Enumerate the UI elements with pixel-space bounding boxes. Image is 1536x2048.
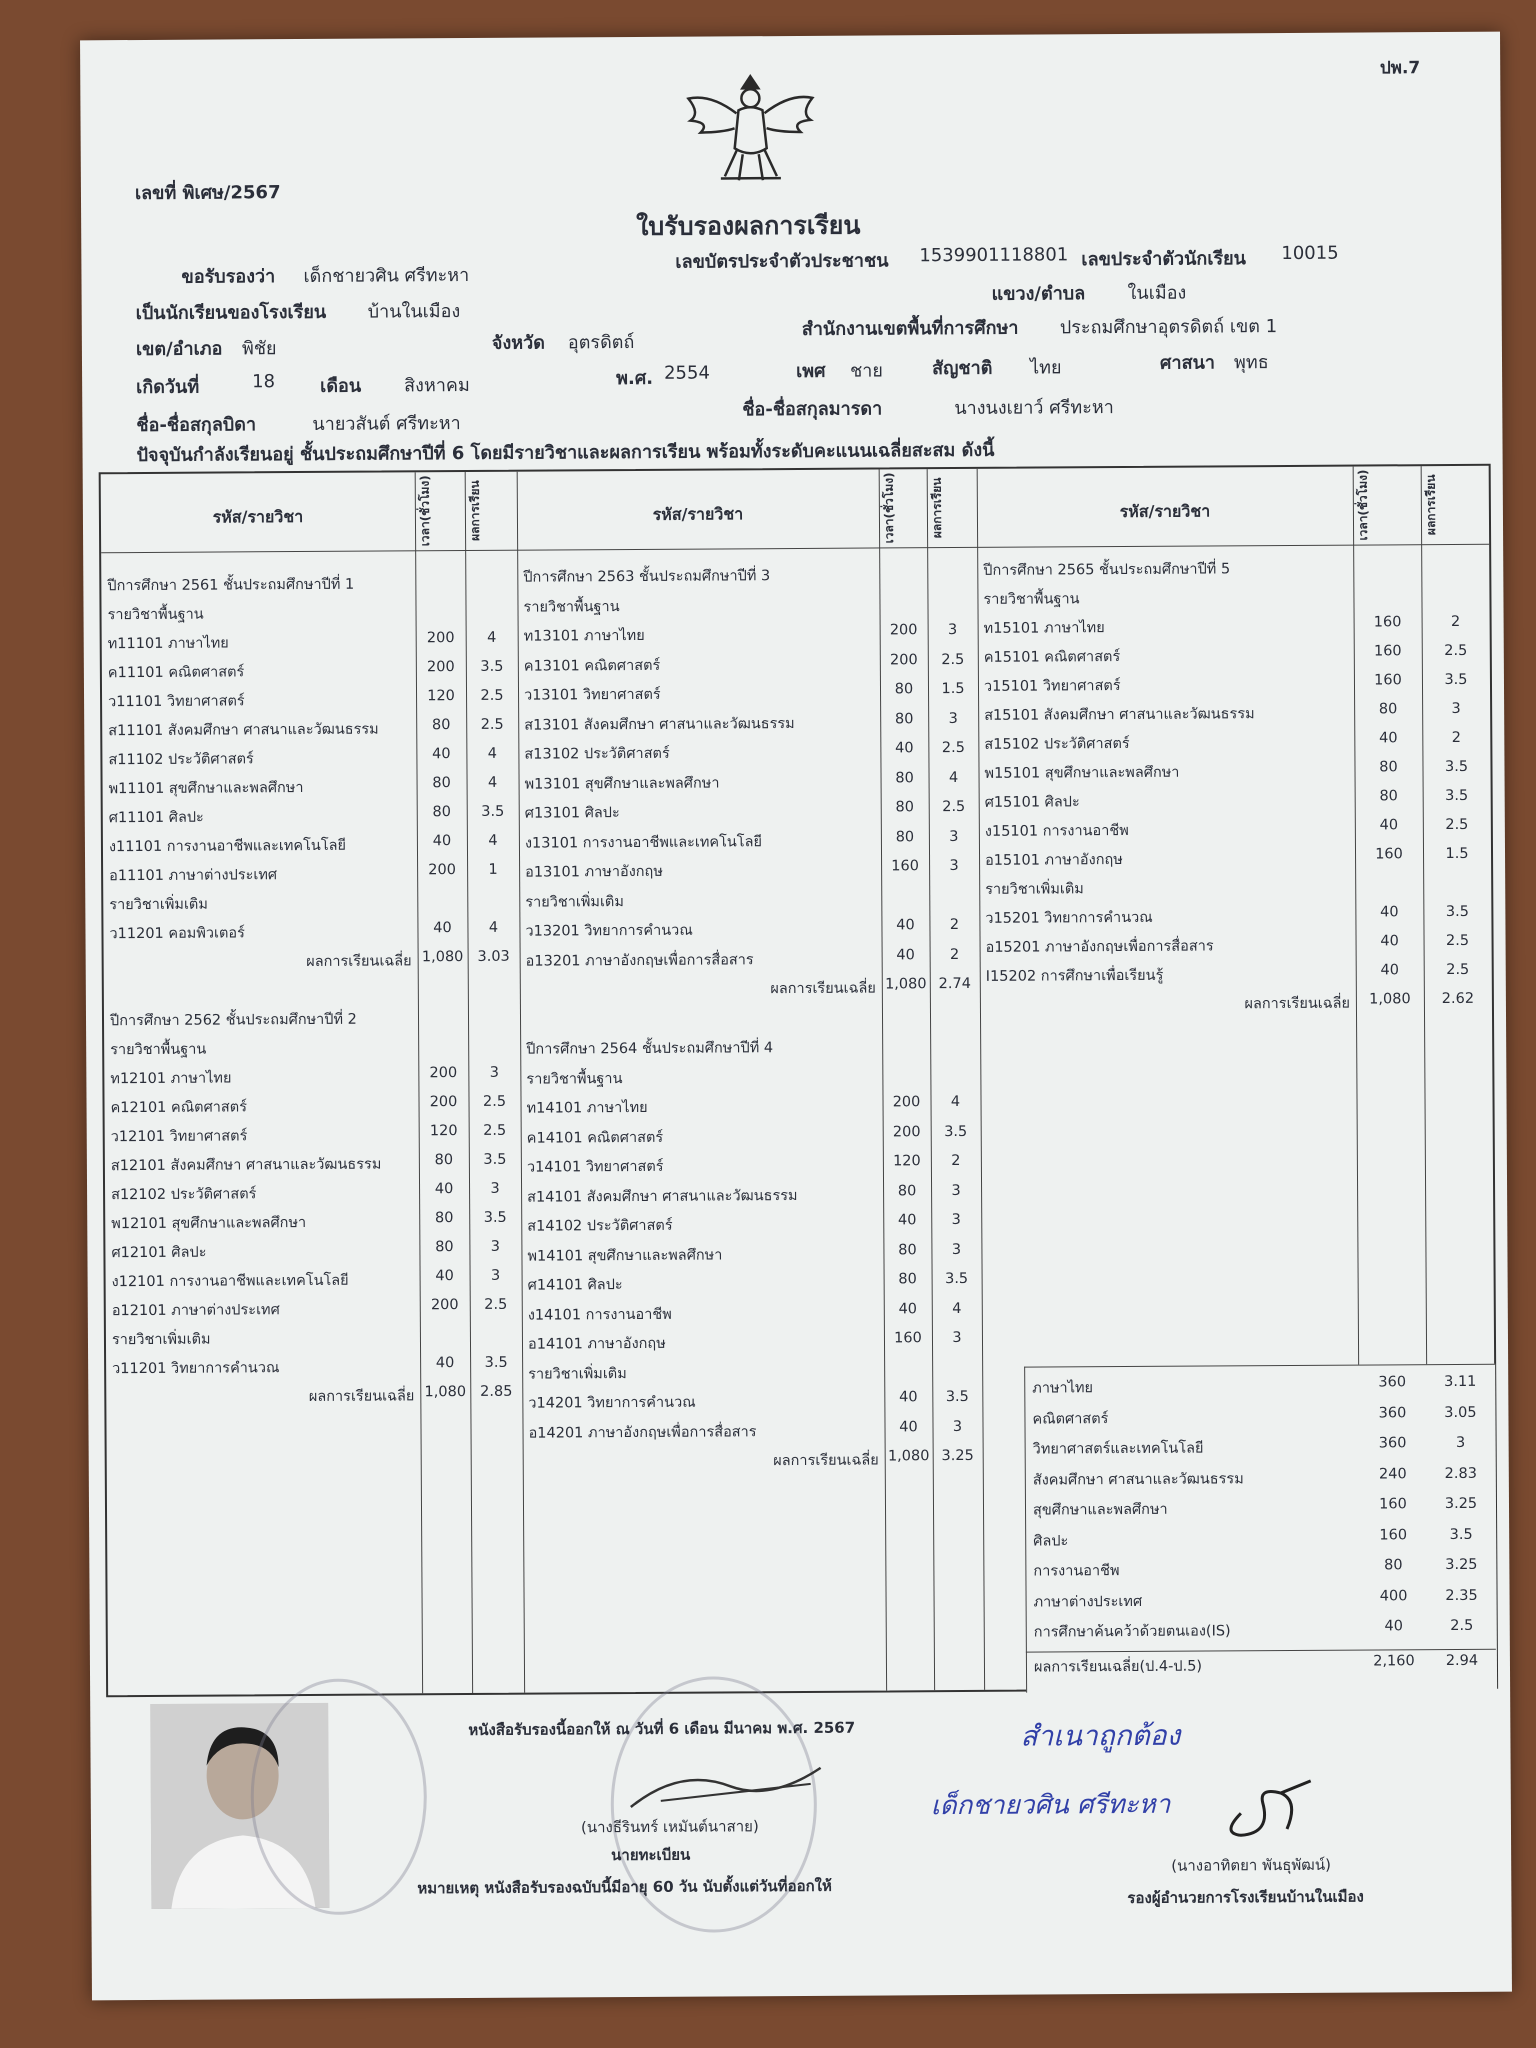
grade-cell: 3 — [949, 828, 959, 845]
hours-cell: 40 — [1380, 904, 1399, 921]
header-subject-3: รหัส/รายวิชา — [1119, 501, 1211, 522]
grade-cell: 3 — [948, 710, 958, 727]
province-value: อุตรดิตถ์ — [567, 331, 635, 354]
birth-month-value: สิงหาคม — [404, 374, 470, 397]
summary-grade: 3.5 — [1449, 1526, 1473, 1543]
subject-row: ว13201 วิทยาการคำนวณ — [525, 922, 693, 940]
subject-row: ปีการศึกษา 2561 ชั้นประถมศึกษาปีที่ 1 — [107, 576, 355, 595]
subject-row: ปีการศึกษา 2565 ชั้นประถมศึกษาปีที่ 5 — [983, 561, 1231, 579]
hours-cell: 120 — [892, 1153, 921, 1170]
subject-row: รายวิชาพื้นฐาน — [983, 591, 1080, 608]
grade-cell: 2.5 — [1445, 816, 1469, 834]
subject-row: ส14102 ประวัติศาสตร์ — [527, 1217, 673, 1235]
subject-row: ว11201 คอมพิวเตอร์ — [109, 925, 245, 943]
subject-row: ท13101 ภาษาไทย — [523, 627, 645, 645]
grade-cell: 3 — [951, 1241, 962, 1258]
subject-row: พ12101 สุขศึกษาและพลศึกษา — [111, 1214, 307, 1233]
subject-row: ว11201 วิทยาการคำนวณ — [112, 1360, 280, 1378]
district-label: เขต/อำเภอ — [135, 338, 223, 361]
summary-grade: 2.5 — [1450, 1617, 1474, 1635]
subject-row: ว12101 วิทยาศาสตร์ — [110, 1128, 248, 1146]
hours-cell: 80 — [1379, 759, 1398, 776]
summary-subject: คณิตศาสตร์ — [1032, 1410, 1109, 1428]
grade-cell: 2.5 — [941, 651, 965, 668]
hours-cell: 200 — [429, 1094, 458, 1111]
subject-row: ว14101 วิทยาศาสตร์ — [526, 1158, 664, 1176]
subject-row: ศ14101 ศิลปะ — [527, 1277, 623, 1294]
grade-cell: 3 — [489, 1064, 499, 1081]
birth-year-label: พ.ศ. — [616, 367, 654, 390]
deputy-name: (นางอาทิตยา พันธุพัฒน์) — [1171, 1855, 1331, 1875]
summary-subject: สุขศึกษาและพลศึกษา — [1032, 1501, 1168, 1519]
subject-row: ส12101 สังคมศึกษา ศาสนาและวัฒนธรรม — [110, 1156, 382, 1175]
subject-row: อ12101 ภาษาต่างประเทศ — [111, 1302, 280, 1320]
hours-cell: 200 — [889, 622, 918, 639]
hours-cell: 160 — [1375, 846, 1403, 863]
form-code: ปพ.7 — [1379, 58, 1421, 79]
hours-cell: 1,080 — [421, 949, 464, 966]
hours-cell: 160 — [891, 858, 919, 875]
grade-cell: 3.5 — [1445, 787, 1469, 805]
hours-cell: 160 — [1373, 614, 1402, 631]
summary-subject: ศิลปะ — [1033, 1532, 1069, 1550]
grade-cell: 4 — [487, 745, 498, 762]
grade-cell: 3 — [952, 1418, 963, 1435]
average-label: ผลการเรียนเฉลี่ย — [308, 1388, 415, 1405]
subject-row: ง12101 การงานอาชีพและเทคโนโลยี — [111, 1272, 349, 1291]
deputy-title: รองผู้อำนวยการโรงเรียนบ้านในเมือง — [1127, 1887, 1364, 1907]
subject-row: ง15101 การงานอาชีพ — [984, 822, 1129, 840]
subject-row: ศ11101 ศิลปะ — [108, 809, 204, 827]
grade-cell: 2.5 — [1445, 932, 1470, 950]
subject-row: I15202 การศึกษาเพื่อเรียนรู้ — [985, 967, 1164, 985]
grade-cell: 3 — [947, 622, 958, 639]
province-label: จังหวัด — [491, 332, 545, 354]
subject-row: ท14101 ภาษาไทย — [526, 1099, 648, 1117]
summary-hours: 80 — [1384, 1557, 1403, 1574]
mother-label: ชื่อ-ชื่อสกุลมารดา — [742, 398, 883, 421]
hours-cell: 80 — [431, 717, 451, 734]
subject-row: รายวิชาเพิ่มเติม — [525, 893, 624, 911]
subject-row: รายวิชาเพิ่มเติม — [111, 1331, 211, 1349]
hours-cell: 40 — [896, 946, 915, 963]
grade-cell: 3 — [490, 1180, 500, 1197]
subject-row: ค12101 คณิตศาสตร์ — [110, 1099, 248, 1117]
handwritten-student-name: เด็กชายวศิน ศรีทะหา — [930, 1789, 1171, 1822]
subdistrict-label: แขวง/ตำบล — [991, 283, 1086, 305]
summary-grade: 2.35 — [1445, 1587, 1478, 1604]
grade-cell: 1 — [488, 861, 498, 878]
student-name: เด็กชายวศิน ศรีทะหา — [303, 264, 470, 287]
subject-row: รายวิชาเพิ่มเติม — [985, 881, 1084, 898]
subject-row: ค11101 คณิตศาสตร์ — [107, 664, 245, 682]
summary-subject: วิทยาศาสตร์และเทคโนโลยี — [1032, 1440, 1204, 1458]
header-hours-3: เวลา(ชั่วโมง) — [1355, 469, 1371, 541]
subject-row: รายวิชาพื้นฐาน — [107, 606, 204, 624]
hours-cell: 200 — [892, 1123, 921, 1140]
subject-row: ส13101 สังคมศึกษา ศาสนาและวัฒนธรรม — [524, 715, 795, 734]
hours-cell: 200 — [429, 1065, 458, 1082]
doc-number: เลขที่ พิเศษ/2567 — [134, 182, 281, 205]
subject-row: พ15101 สุขศึกษาและพลศึกษา — [984, 764, 1180, 782]
hours-cell: 40 — [1379, 730, 1398, 747]
summary-total-label: ผลการเรียนเฉลี่ย(ป.4-ป.5) — [1033, 1658, 1203, 1676]
subject-row: อ15201 ภาษาอังกฤษเพื่อการสื่อสาร — [985, 938, 1214, 956]
grade-cell: 2 — [951, 1152, 961, 1170]
hours-cell: 1,080 — [424, 1384, 467, 1401]
certify-label: ขอรับรองว่า — [181, 266, 276, 288]
birth-year-value: 2554 — [664, 362, 710, 384]
grade-cell: 4 — [487, 774, 498, 791]
registrar-name: (นางธีรินทร์ เหมันต์นาสาย) — [580, 1817, 759, 1837]
grade-cell: 2.5 — [941, 739, 965, 757]
subject-row: ค15101 คณิตศาสตร์ — [983, 649, 1121, 666]
subject-row: อ14201 ภาษาอังกฤษเพื่อการสื่อสาร — [528, 1423, 757, 1442]
header-grade-2: ผลการเรียน — [929, 477, 945, 539]
grade-cell: 3 — [490, 1267, 501, 1284]
father-value: นายวสันต์ ศรีทะหา — [312, 413, 461, 435]
hours-cell: 80 — [898, 1241, 917, 1258]
subject-row: ท12101 ภาษาไทย — [110, 1070, 232, 1088]
office-value: ประถมศึกษาอุตรดิตถ์ เขต 1 — [1059, 316, 1278, 339]
grade-cell: 3 — [951, 1211, 961, 1229]
header-subject-1: รหัส/รายวิชา — [212, 507, 304, 527]
header-hours-1: เวลา(ชั่วโมง) — [417, 475, 433, 547]
subject-row: รายวิชาพื้นฐาน — [526, 1070, 623, 1088]
average-label: ผลการเรียนเฉลี่ย — [1244, 995, 1350, 1013]
hours-cell: 40 — [432, 746, 451, 763]
subject-row: ง13101 การงานอาชีพและเทคโนโลยี — [524, 833, 762, 852]
document-title: ใบรับรองผลการเรียน — [636, 210, 861, 241]
hours-cell: 40 — [435, 1355, 455, 1372]
grade-cell: 2 — [949, 917, 960, 934]
hours-cell: 40 — [1379, 817, 1399, 834]
summary-hours: 160 — [1379, 1496, 1407, 1513]
subject-row: อ13101 ภาษาอังกฤษ — [525, 863, 663, 881]
hours-cell: 80 — [894, 681, 914, 698]
grade-cell: 4 — [948, 769, 959, 786]
hours-cell: 80 — [435, 1239, 454, 1256]
grade-cell: 3 — [1451, 700, 1461, 717]
grade-cell: 3 — [490, 1238, 501, 1255]
grade-cell: 3.5 — [945, 1388, 969, 1406]
grade-cell: 2.5 — [484, 1296, 508, 1313]
grade-cell: 2 — [1451, 729, 1461, 746]
summary-hours: 240 — [1378, 1465, 1407, 1482]
grade-cell: 2 — [1450, 613, 1461, 630]
grade-cell: 2 — [949, 946, 960, 963]
summary-grade: 3.11 — [1444, 1373, 1477, 1391]
hours-cell: 1,080 — [884, 976, 927, 993]
subject-row: ส14101 สังคมศึกษา ศาสนาและวัฒนธรรม — [527, 1187, 798, 1206]
grade-cell: 3.5 — [944, 1123, 968, 1140]
subject-row: อ15101 ภาษาอังกฤษ — [985, 852, 1123, 869]
summary-hours: 360 — [1378, 1404, 1407, 1421]
hours-cell: 160 — [1373, 643, 1402, 660]
grades-table — [99, 464, 1498, 1697]
student-id-label: เลขประจำตัวนักเรียน — [1081, 248, 1247, 271]
subject-row: ง14101 การงานอาชีพ — [527, 1306, 672, 1324]
hours-cell: 40 — [1380, 933, 1399, 950]
grade-cell: 4 — [488, 919, 499, 936]
subject-row: พ13101 สุขศึกษาและพลศึกษา — [524, 774, 720, 793]
grade-cell: 3.25 — [941, 1447, 974, 1465]
header-subject-2: รหัส/รายวิชา — [652, 504, 744, 524]
subject-row: ว15201 วิทยาการคำนวณ — [985, 909, 1153, 927]
hours-cell: 40 — [895, 740, 914, 757]
summary-grade: 3.05 — [1444, 1404, 1477, 1421]
grade-cell: 1.5 — [1445, 845, 1469, 863]
average-label: ผลการเรียนเฉลี่ย — [770, 980, 876, 998]
grade-cell: 2.5 — [480, 687, 504, 704]
signature-deputy — [1211, 1773, 1321, 1844]
summary-subject: ภาษาต่างประเทศ — [1033, 1593, 1143, 1611]
hours-cell: 40 — [433, 920, 452, 937]
district-value: พิชัย — [241, 338, 277, 360]
birth-day-value: 18 — [252, 371, 276, 393]
hours-cell: 160 — [894, 1330, 922, 1347]
average-label: ผลการเรียนเฉลี่ย — [773, 1452, 879, 1470]
hours-cell: 80 — [897, 1182, 917, 1199]
registrar-title: นายทะเบียน — [611, 1845, 691, 1865]
hours-cell: 200 — [430, 1297, 459, 1314]
summary-grade: 2.83 — [1444, 1465, 1477, 1482]
summary-grade: 3 — [1455, 1434, 1466, 1451]
issued-date: หนังสือรับรองนี้ออกให้ ณ วันที่ 6 เดือน มีนาคม พ.ศ. 2567 — [468, 1718, 856, 1740]
header-hours-2: เวลา(ชั่วโมง) — [881, 472, 897, 544]
subject-row: รายวิชาเพิ่มเติม — [528, 1365, 627, 1383]
grade-cell: 3.5 — [1444, 758, 1469, 776]
subject-row: ว11101 วิทยาศาสตร์ — [108, 693, 245, 711]
grade-cell: 3.5 — [483, 1151, 507, 1168]
subject-row: ปีการศึกษา 2562 ชั้นประถมศึกษาปีที่ 2 — [109, 1011, 357, 1030]
summary-grade: 3.25 — [1444, 1495, 1478, 1513]
subject-row: รายวิชาพื้นฐาน — [523, 598, 620, 616]
certificate-paper — [80, 32, 1512, 2001]
grade-cell: 2.5 — [483, 1122, 507, 1139]
handwritten-certified-copy: สำเนาถูกต้อง — [1020, 1718, 1181, 1753]
hours-cell: 40 — [897, 1212, 917, 1229]
birth-month-label: เดือน — [320, 375, 362, 397]
subject-row: ศ13101 ศิลปะ — [524, 805, 620, 822]
hours-cell: 80 — [895, 828, 915, 845]
grade-cell: 3.5 — [481, 803, 505, 820]
header-grade-1: ผลการเรียน — [467, 480, 483, 542]
subject-row: ค14101 คณิตศาสตร์ — [526, 1129, 664, 1147]
grade-cell: 2.5 — [942, 798, 966, 816]
grade-cell: 1.5 — [941, 680, 965, 698]
subject-row: ส11101 สังคมศึกษา ศาสนาและวัฒนธรรม — [108, 721, 379, 740]
office-label: สำนักงานเขตพื้นที่การศึกษา — [801, 317, 1019, 340]
summary-subject: ภาษาไทย — [1032, 1380, 1094, 1397]
validity-note: หมายเหตุ หนังสือรับรองฉบับนี้มีอายุ 60 วัน นับตั้งแต่วันที่ออกให้ — [417, 1876, 832, 1898]
hours-cell: 40 — [896, 917, 915, 934]
subject-row: รายวิชาพื้นฐาน — [110, 1041, 207, 1059]
hours-cell: 120 — [429, 1123, 458, 1140]
subject-row: พ11101 สุขศึกษาและพลศึกษา — [108, 780, 304, 798]
subject-row: ส12102 ประวัติศาสตร์ — [111, 1186, 257, 1204]
grade-cell: 4 — [952, 1300, 962, 1317]
hours-cell: 200 — [892, 1094, 921, 1111]
hours-cell: 120 — [427, 688, 455, 705]
hours-cell: 80 — [898, 1271, 917, 1288]
sex-value: ชาย — [849, 360, 884, 382]
hours-cell: 80 — [1379, 788, 1398, 805]
subject-row: ค13101 คณิตศาสตร์ — [523, 657, 661, 675]
subject-row: ง11101 การงานอาชีพและเทคโนโลยี — [108, 837, 347, 856]
hours-cell: 40 — [898, 1300, 918, 1317]
subject-row: พ14101 สุขศึกษาและพลศึกษา — [527, 1246, 723, 1265]
grade-cell: 2.5 — [1446, 961, 1470, 979]
hours-cell: 40 — [435, 1268, 454, 1285]
hours-cell: 80 — [894, 710, 914, 727]
birth-day-label: เกิดวันที่ — [136, 376, 200, 399]
hours-cell: 80 — [432, 775, 451, 792]
grade-cell: 3.5 — [1444, 671, 1468, 689]
summary-total-hours: 2,160 — [1373, 1652, 1415, 1669]
subject-row: ส15102 ประวัติศาสตร์ — [984, 735, 1130, 753]
header-grade-3: ผลการเรียน — [1423, 474, 1439, 536]
hours-cell: 40 — [432, 833, 452, 850]
grade-cell: 4 — [488, 832, 498, 849]
subject-row: อ13201 ภาษาอังกฤษเพื่อการสื่อสาร — [525, 951, 754, 970]
hours-cell: 1,080 — [1369, 991, 1411, 1008]
subject-row: ปีการศึกษา 2564 ชั้นประถมศึกษาปีที่ 4 — [526, 1040, 774, 1058]
subject-row: อ14101 ภาษาอังกฤษ — [527, 1335, 666, 1353]
subject-row: ท15101 ภาษาไทย — [983, 620, 1105, 637]
hours-cell: 1,080 — [887, 1448, 930, 1465]
subject-row: ศ12101 ศิลปะ — [111, 1244, 207, 1262]
current-status: ปัจจุบันกำลังเรียนอยู่ ชั้นประถมศึกษาปีที่ 6 โดยมีรายวิชาและผลการเรียน พร้อมทั้งระดับคะแนนเฉลี่ยสะสม ดังนี้ — [136, 439, 995, 467]
average-label: ผลการเรียนเฉลี่ย — [306, 953, 412, 970]
subject-row: รายวิชาเพิ่มเติม — [109, 896, 208, 914]
hours-cell: 40 — [899, 1418, 918, 1435]
summary-hours: 400 — [1379, 1587, 1408, 1604]
hours-cell: 40 — [434, 1181, 454, 1198]
hours-cell: 80 — [434, 1152, 454, 1169]
hours-cell: 80 — [895, 799, 914, 816]
summary-hours: 160 — [1379, 1526, 1408, 1543]
grade-cell: 3.5 — [483, 1209, 507, 1226]
hours-cell: 200 — [889, 651, 918, 668]
hours-cell: 40 — [1380, 962, 1399, 979]
grade-cell: 2.5 — [482, 1093, 507, 1110]
school-label: เป็นนักเรียนของโรงเรียน — [135, 301, 327, 325]
hours-cell: 80 — [895, 769, 914, 786]
hours-cell: 200 — [428, 862, 456, 879]
id-card-value: 1539901118801 — [919, 244, 1069, 267]
summary-hours: 360 — [1378, 1435, 1407, 1452]
hours-cell: 80 — [432, 804, 452, 821]
religion-label: ศาสนา — [1159, 352, 1216, 374]
subject-row: ส13102 ประวัติศาสตร์ — [524, 745, 670, 763]
signature-registrar — [621, 1756, 841, 1817]
hours-cell: 40 — [899, 1389, 918, 1406]
grade-cell: 2.5 — [480, 716, 504, 733]
subject-row: ท11101 ภาษาไทย — [107, 635, 229, 653]
subdistrict-value: ในเมือง — [1127, 282, 1187, 304]
grade-cell: 3.5 — [480, 658, 504, 675]
grade-cell: 3 — [951, 1182, 961, 1199]
nationality-value: ไทย — [1029, 357, 1062, 379]
hours-cell: 160 — [1374, 672, 1402, 689]
religion-value: พุทธ — [1233, 352, 1269, 374]
nationality-label: สัญชาติ — [931, 357, 993, 380]
mother-value: นางนงเยาว์ ศรีทะหา — [954, 397, 1114, 420]
summary-total-grade: 2.94 — [1445, 1652, 1479, 1669]
hours-cell: 200 — [426, 659, 455, 676]
subject-row: อ11101 ภาษาต่างประเทศ — [109, 867, 278, 885]
grade-cell: 4 — [487, 629, 497, 646]
hours-cell: 200 — [426, 630, 455, 647]
id-card-label: เลขบัตรประจำตัวประชาชน — [675, 250, 889, 273]
grade-cell: 3.5 — [1445, 903, 1469, 921]
subject-row: ว13101 วิทยาศาสตร์ — [523, 686, 661, 704]
summary-subject: สังคมศึกษา ศาสนาและวัฒนธรรม — [1032, 1470, 1244, 1489]
student-id-value: 10015 — [1281, 242, 1339, 265]
summary-grade: 3.25 — [1445, 1556, 1478, 1574]
subject-row: ส15101 สังคมศึกษา ศาสนาและวัฒนธรรม — [984, 706, 1255, 724]
garuda-emblem-icon — [680, 58, 821, 189]
summary-hours: 40 — [1384, 1618, 1404, 1635]
sex-label: เพศ — [795, 360, 826, 382]
subject-row: ว15101 วิทยาศาสตร์ — [983, 678, 1121, 695]
hours-cell: 80 — [1378, 701, 1398, 718]
subject-row: ปีการศึกษา 2563 ชั้นประถมศึกษาปีที่ 3 — [523, 568, 771, 586]
grade-cell: 3.5 — [484, 1354, 508, 1371]
grade-cell: 2.62 — [1441, 990, 1475, 1008]
grade-cell: 2.5 — [1444, 642, 1468, 660]
hours-cell: 80 — [434, 1210, 454, 1227]
grade-cell: 3.03 — [477, 948, 510, 965]
grade-cell: 2.74 — [938, 975, 971, 993]
grade-cell: 3 — [949, 858, 959, 875]
summary-hours: 360 — [1378, 1374, 1407, 1391]
subject-row: ส11102 ประวัติศาสตร์ — [108, 751, 254, 769]
school-seal-left — [250, 1678, 427, 1915]
school-value: บ้านในเมือง — [367, 301, 461, 323]
summary-subject: การศึกษาค้นคว้าด้วยตนเอง(IS) — [1033, 1623, 1231, 1641]
subject-row: ว14201 วิทยาการคำนวณ — [528, 1394, 696, 1412]
summary-subject: การงานอาชีพ — [1033, 1563, 1120, 1580]
grade-cell: 3 — [952, 1329, 962, 1347]
grade-cell: 4 — [950, 1093, 961, 1111]
father-label: ชื่อ-ชื่อสกุลบิดา — [136, 414, 257, 437]
grade-cell: 3.5 — [945, 1270, 969, 1288]
grade-cell: 2.85 — [480, 1383, 513, 1400]
subject-row: ศ15101 ศิลปะ — [984, 794, 1080, 811]
